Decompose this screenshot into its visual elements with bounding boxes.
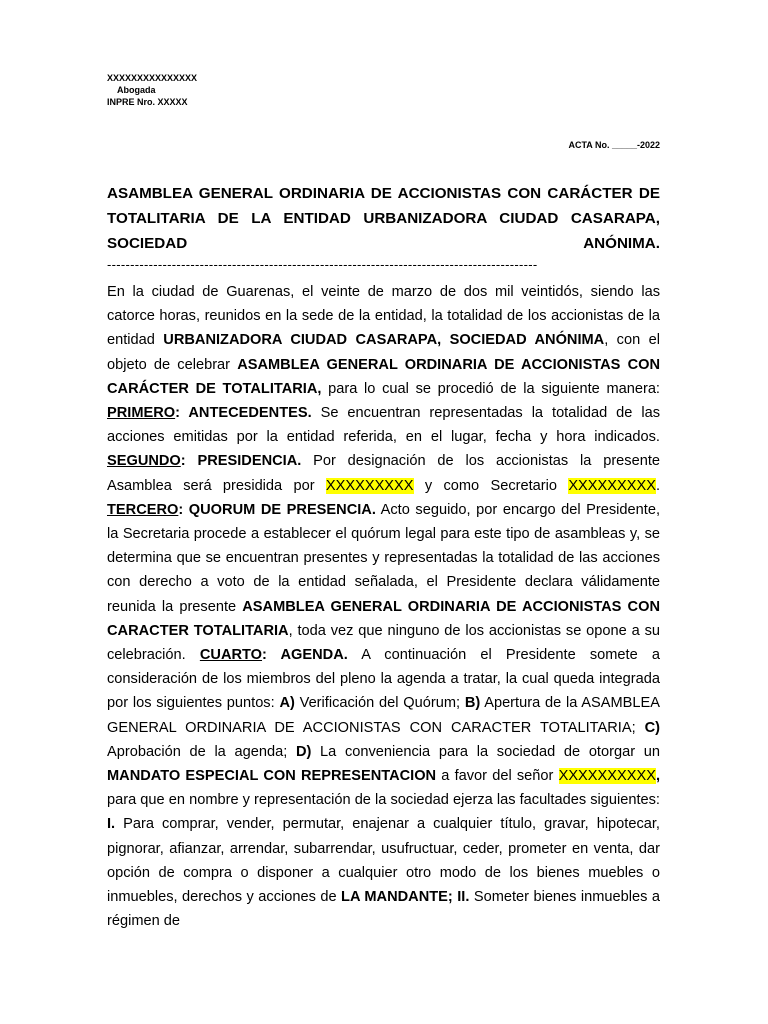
document-title: ASAMBLEA GENERAL ORDINARIA DE ACCIONISTAS CON CARÁCTER DE TOTALITARIA DE LA ENTIDAD URBANIZADORA CIUDAD CASARAPA, SOCIEDAD ANÓNIMA. [107, 185, 660, 252]
body-text-run: Acto seguido, por encargo del Presidente, la Secretaria procede a establecer el quórum legal para este tipo de asambleas y, se determina que se encuentran presentes y representadas la totalidad de las acciones con derecho a voto de la entidad señalada, el Presidente declara válidamente reunida la presente [107, 501, 661, 615]
letterhead [107, 72, 197, 108]
body-text-run: CUARTO [199, 647, 263, 664]
body-text-run: , con el objeto de celebrar [107, 332, 660, 373]
body-text-run: SEGUNDO [107, 453, 181, 470]
body-text-run: ASAMBLEA GENERAL ORDINARIA DE ACCIONISTAS CON CARACTER TOTALITARIA [107, 598, 660, 639]
body-text-run: Aprobación de la agenda; [107, 743, 296, 760]
body-text-run: PRIMERO [107, 405, 176, 422]
body-text-run: Verificación del Quórum; [294, 695, 465, 712]
body-text-run: : PRESIDENCIA. [180, 453, 302, 470]
body-text-run: Por designación de los accionistas la presente Asamblea será presidida por [107, 453, 660, 494]
body-text-run: : AGENDA. [262, 647, 348, 664]
lawyer-title: Abogada [117, 85, 156, 95]
body-text-run: para lo cual se procedió de la siguiente manera: [321, 380, 660, 397]
body-text-run: Apertura de la ASAMBLEA GENERAL ORDINARIA DE ACCIONISTAS CON CARACTER TOTALITARIA; [107, 695, 660, 736]
body-text-run: La conveniencia para la sociedad de otorgar un [311, 743, 660, 760]
body-text-run: para que en nombre y representación de la sociedad ejerza las facultades siguientes: [107, 792, 660, 809]
body-text-run: En la ciudad de Guarenas, el veinte de marzo de dos mil veintidós, siendo las catorce horas, reunidos en la sede de la entidad, la totalidad de los accionistas de la entidad [107, 284, 660, 349]
body-text-run: D) [295, 743, 312, 760]
body-text-run: y como Secretario [413, 477, 569, 494]
body-text-run: Para comprar, vender, permutar, enajenar a cualquier título, gravar, hipotecar, pignorar, afianzar, arrendar, subarrendar, usufructuar, ceder, prometer en venta, dar opción de compra o disponer a cualquier otro modo de los bienes muebles o inmuebles, derechos y acciones de [107, 816, 660, 906]
body-text-run: TERCERO [107, 501, 179, 518]
body-text-run: Se encuentran representadas la totalidad de las acciones emitidas por la entidad referida, en el lugar, fecha y hora indicados. [107, 405, 661, 446]
document-body [107, 280, 660, 933]
body-text-run: B) [464, 695, 481, 712]
body-text-run: Someter bienes inmuebles a régimen de [107, 889, 661, 930]
lawyer-name: XXXXXXXXXXXXXXX [107, 73, 198, 83]
body-text-run: , toda vez que ninguno de los accionistas se opone a su celebración. [107, 622, 660, 664]
redacted-name: XXXXXXXXX [325, 477, 414, 494]
separator-line: --------------------------------------------------------------------------------------------- [107, 257, 538, 272]
body-text-run: ASAMBLEA GENERAL ORDINARIA DE ACCIONISTAS CON CARÁCTER DE TOTALITARIA, [107, 356, 660, 397]
body-text-run: a favor del señor [436, 768, 559, 785]
body-text-run: URBANIZADORA CIUDAD CASARAPA, SOCIEDAD ANÓNIMA [163, 332, 605, 349]
acta-number: ACTA No. _____-2022 [568, 140, 660, 150]
body-text-run: , [655, 768, 660, 785]
body-text-run: C) [644, 719, 660, 736]
body-text-run: LA MANDANTE; II. [341, 889, 470, 906]
body-text-run: . [655, 477, 660, 494]
redacted-name: XXXXXXXXX [568, 477, 656, 494]
body-text-run: MANDATO ESPECIAL CON REPRESENTACION [107, 768, 437, 785]
inpre-number: INPRE Nro. XXXXX [107, 97, 188, 107]
body-text-run: : ANTECEDENTES. [175, 405, 312, 422]
redacted-name: XXXXXXXXXX [558, 768, 656, 785]
body-text-run: I. [107, 816, 116, 833]
body-text-run: : QUORUM DE PRESENCIA. [178, 501, 376, 518]
body-text-run: A) [279, 695, 295, 712]
body-text-run: A continuación el Presidente somete a consideración de los miembros del pleno la agenda a tratar, la cual queda integrada por los siguientes puntos: [107, 647, 661, 712]
